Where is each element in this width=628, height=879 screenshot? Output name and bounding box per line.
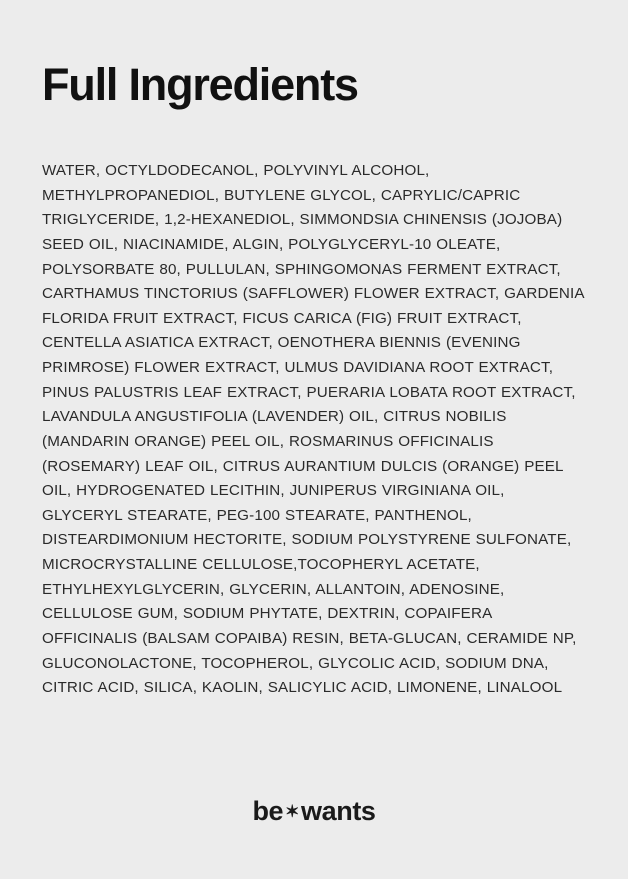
star-icon: ✶	[285, 802, 300, 821]
brand-name-left: be	[252, 796, 284, 826]
brand-footer	[0, 796, 628, 827]
brand-logo	[252, 796, 375, 827]
page-title: Full Ingredients	[42, 59, 358, 110]
brand-name-right: wants	[301, 796, 376, 826]
ingredients-list-text: WATER, OCTYLDODECANOL, POLYVINYL ALCOHOL, METHYLPROPANEDIOL, BUTYLENE GLYCOL, CAPRYLIC/CAPRIC TRIGLYCERIDE, 1,2-HEXANEDIOL, SIMMONDSIA CHINENSIS (JOJOBA) SEED OIL, NIACINAMIDE, ALGIN, POLYGLYCERYL-10 OLEATE, POLYSORBATE 80, PULLULAN, SPHINGOMONAS FERMENT EXTRACT, CARTHAMUS TINCTORIUS (SAFFLOWER) FLOWER EXTRACT, GARDENIA FLORIDA FRUIT EXTRACT, FICUS CARICA (FIG) FRUIT EXTRACT, CENTELLA ASIATICA EXTRACT, OENOTHERA BIENNIS (EVENING PRIMROSE) FLOWER EXTRACT, ULMUS DAVIDIANA ROOT EXTRACT, PINUS PALUSTRIS LEAF EXTRACT, PUERARIA LOBATA ROOT EXTRACT, LAVANDULA ANGUSTIFOLIA (LAVENDER) OIL, CITRUS NOBILIS (MANDARIN ORANGE) PEEL OIL, ROSMARINUS OFFICINALIS (ROSEMARY) LEAF OIL, CITRUS AURANTIUM DULCIS (ORANGE) PEEL OIL, HYDROGENATED LECITHIN, JUNIPERUS VIRGINIANA OIL, GLYCERYL STEARATE, PEG-100 STEARATE, PANTHENOL, DISTEARDIMONIUM HECTORITE, SODIUM POLYSTYRENE SULFONATE, MICROCRYSTALLINE CELLULOSE,TOCOPHERYL ACETATE, ETHYLHEXYLGLYCERIN, GLYCERIN, ALLANTOIN, ADENOSINE, CELLULOSE GUM, SODIUM PHYTATE, DEXTRIN, COPAIFERA OFFICINALIS (BALSAM COPAIBA) RESIN, BETA-GLUCAN, CERAMIDE NP, GLUCONOLACTONE, TOCOPHEROL, GLYCOLIC ACID, SODIUM DNA, CITRIC ACID, SILICA, KAOLIN, SALICYLIC ACID, LIMONENE, LINALOOL	[42, 162, 584, 697]
